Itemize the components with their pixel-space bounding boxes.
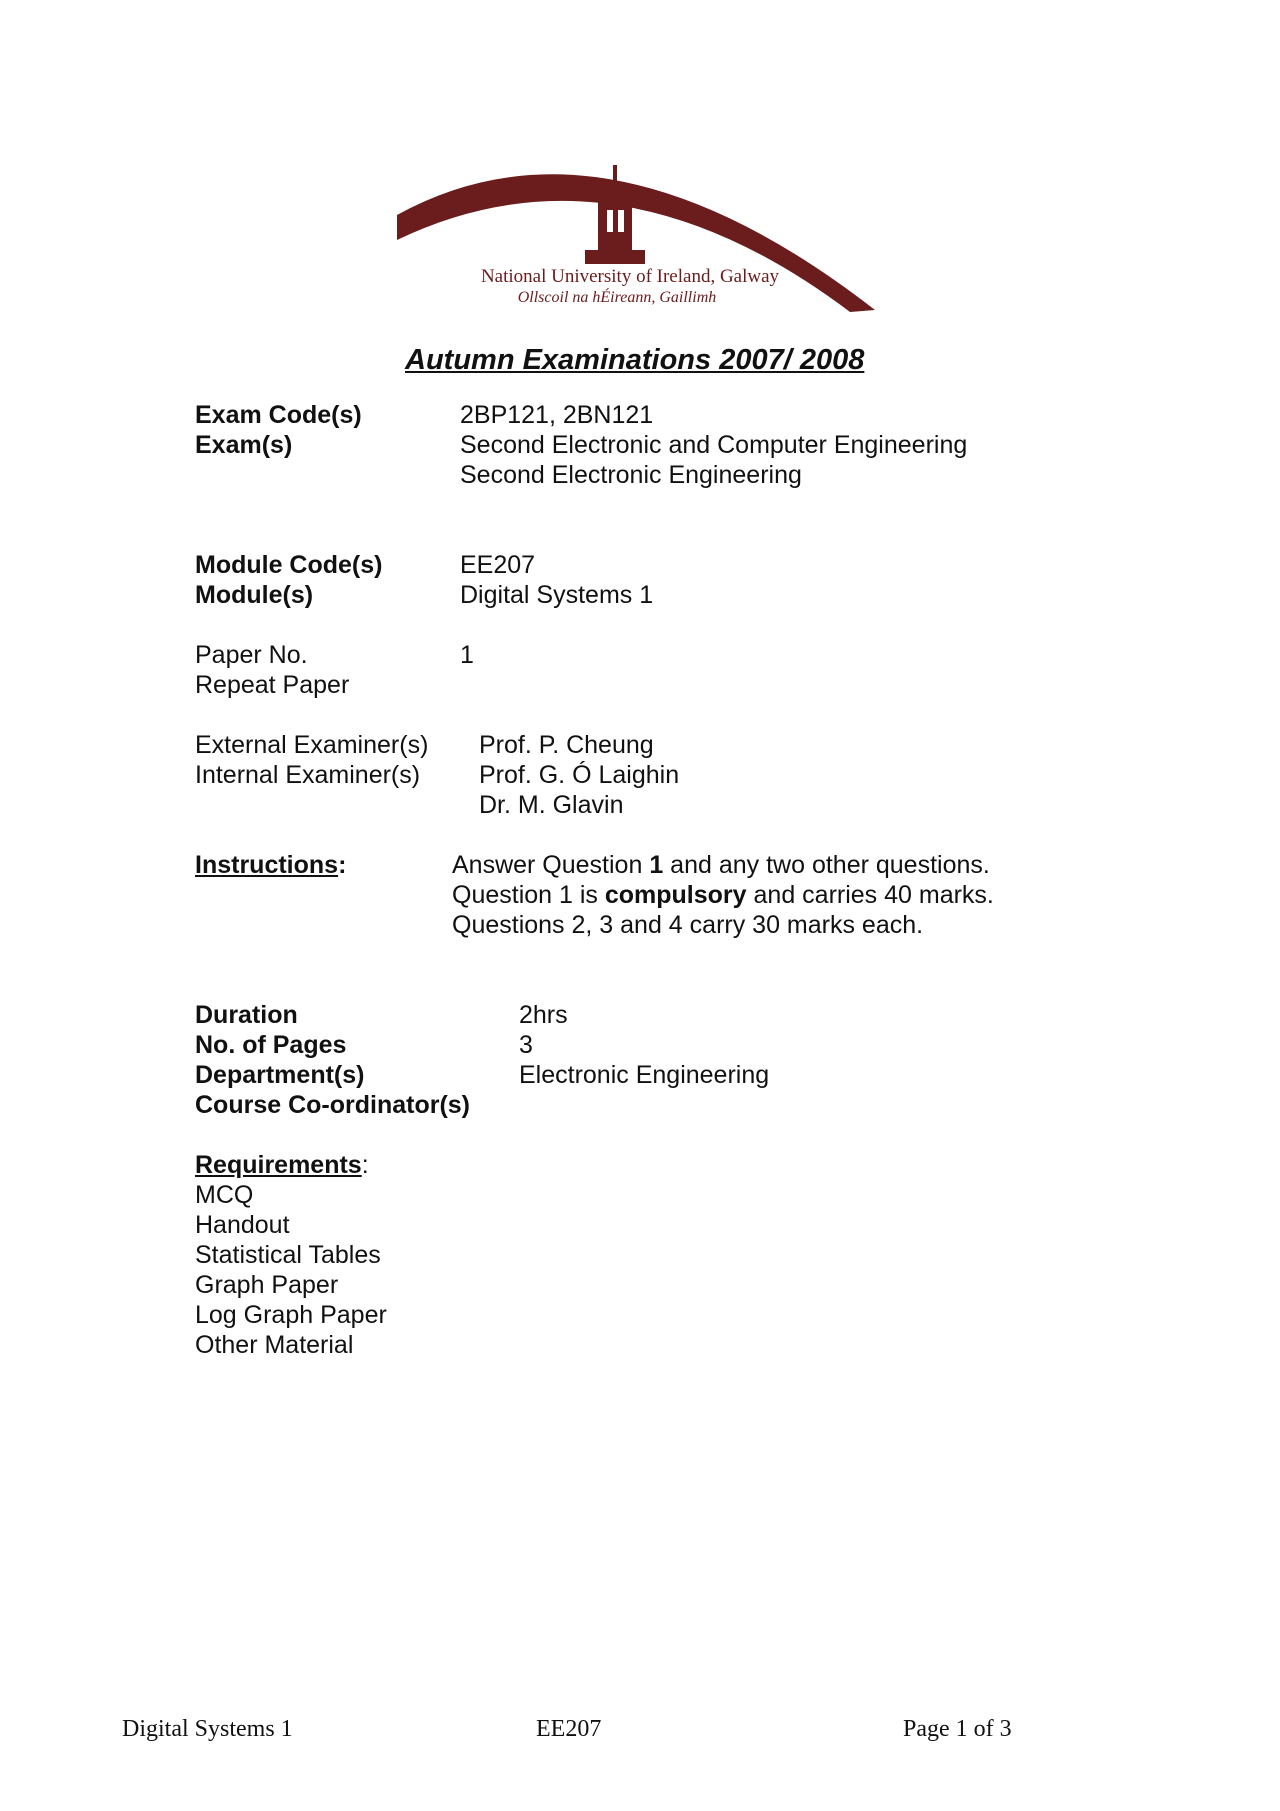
duration-value: 2hrs <box>519 1001 568 1029</box>
examiner-name-1: Prof. P. Cheung <box>479 731 654 759</box>
logo-name-en: National University of Ireland, Galway <box>480 266 780 287</box>
examiner-name-3: Dr. M. Glavin <box>479 791 624 819</box>
paper-no-value: 1 <box>460 641 474 669</box>
pages-value: 3 <box>519 1031 533 1059</box>
internal-examiner-label: Internal Examiner(s) <box>195 761 421 789</box>
exam-value-2: Second Electronic Engineering <box>460 461 802 489</box>
requirement-item: Other Material <box>195 1331 354 1359</box>
exams-label: Exam(s) <box>195 431 293 459</box>
requirements-label-text: Requirements <box>195 1151 362 1179</box>
exam-code-label: Exam Code(s) <box>195 401 362 429</box>
requirement-item: Graph Paper <box>195 1271 339 1299</box>
instructions-label-text: Instructions <box>195 851 339 879</box>
department-value: Electronic Engineering <box>519 1061 770 1089</box>
examiner-name-2: Prof. G. Ó Laighin <box>479 761 680 789</box>
department-label: Department(s) <box>195 1061 365 1089</box>
module-code-value: EE207 <box>460 551 536 579</box>
instruction-2-bold: compulsory <box>604 881 747 909</box>
instruction-1-post: and any two other questions. <box>663 851 990 879</box>
instruction-2-post: and carries 40 marks. <box>746 881 994 909</box>
footer-module-code: EE207 <box>536 1716 602 1742</box>
pages-label: No. of Pages <box>195 1031 347 1059</box>
requirement-item: Handout <box>195 1211 290 1239</box>
instruction-line-1 <box>452 850 990 880</box>
requirement-item: Statistical Tables <box>195 1241 381 1269</box>
instruction-line-2 <box>452 880 994 910</box>
requirements-colon: : <box>361 1151 369 1179</box>
repeat-paper-label: Repeat Paper <box>195 671 350 699</box>
coordinator-label: Course Co-ordinator(s) <box>195 1091 470 1119</box>
requirement-item: Log Graph Paper <box>195 1301 387 1329</box>
instruction-2-pre: Question 1 is <box>452 881 605 909</box>
university-logo <box>395 150 895 315</box>
requirements-label <box>195 1150 369 1180</box>
external-examiner-label: External Examiner(s) <box>195 731 429 759</box>
instruction-1-bold: 1 <box>649 851 664 879</box>
modules-value: Digital Systems 1 <box>460 581 654 609</box>
module-code-label: Module Code(s) <box>195 551 383 579</box>
paper-no-label: Paper No. <box>195 641 308 669</box>
modules-label: Module(s) <box>195 581 314 609</box>
footer-module-name: Digital Systems 1 <box>122 1716 293 1742</box>
duration-label: Duration <box>195 1001 298 1029</box>
footer-page-number: Page 1 of 3 <box>903 1716 1012 1742</box>
page-title: Autumn Examinations 2007/ 2008 <box>405 344 865 376</box>
logo-name-ga: Ollscoil na hÉireann, Gaillimh <box>517 289 717 306</box>
requirement-item: MCQ <box>195 1181 254 1209</box>
instructions-colon: : <box>338 851 347 879</box>
instruction-line-3: Questions 2, 3 and 4 carry 30 marks each. <box>452 911 924 939</box>
exam-code-value: 2BP121, 2BN121 <box>460 401 654 429</box>
exam-value-1: Second Electronic and Computer Engineering <box>460 431 968 459</box>
instruction-1-pre: Answer Question <box>452 851 650 879</box>
instructions-label <box>195 850 346 880</box>
